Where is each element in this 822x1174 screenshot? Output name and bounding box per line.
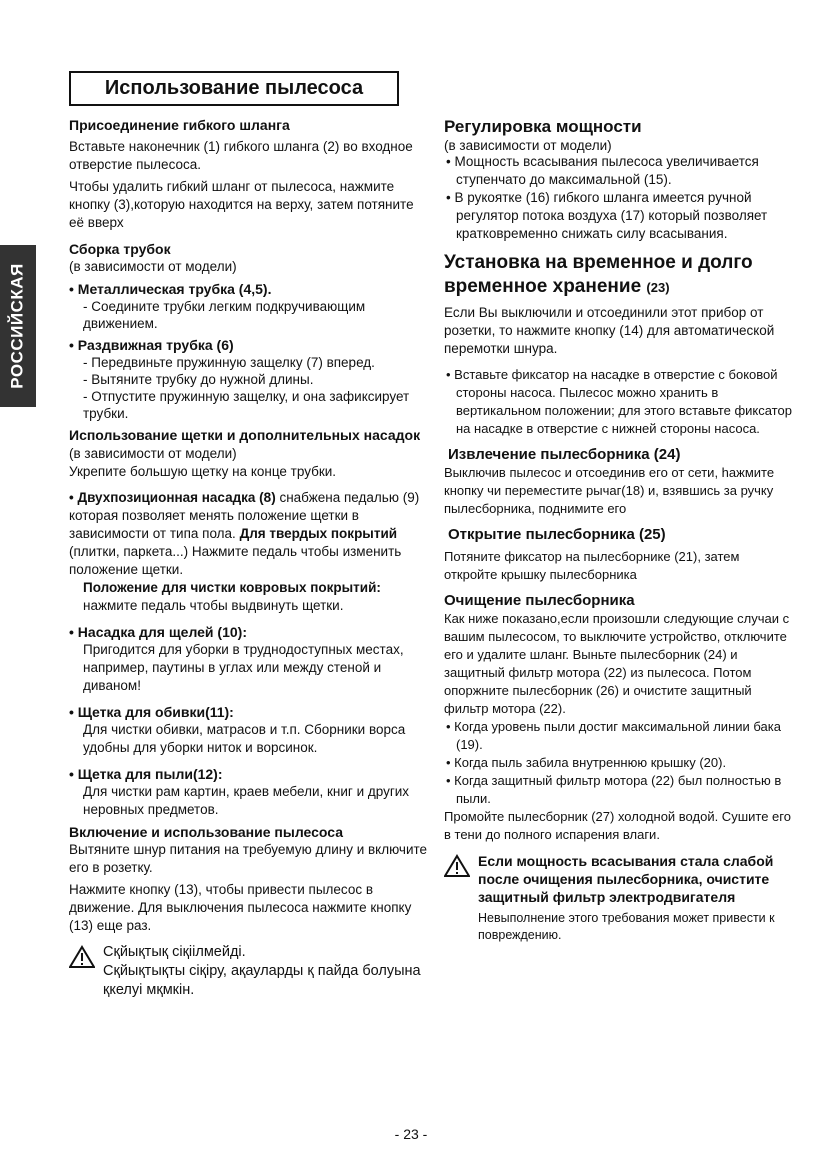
page-title: Использование пылесоса — [69, 71, 399, 106]
right-column — [444, 116, 796, 944]
tubes-model-note: (в зависимости от модели) — [69, 259, 237, 274]
page-number: - 23 - — [394, 1126, 428, 1142]
warning-icon — [444, 854, 470, 878]
dual-nozzle-text: снабжена педалью (9) которая позволяет менять положение щетки в зависимости от типа пола. — [69, 490, 420, 541]
clean-bin-text-2: Промойте пылесборник (27) холодной водой. Сушите его в тени до полного испарения влаги. — [444, 809, 791, 842]
brush-model-note: (в зависимости от модели) — [69, 446, 237, 461]
switch-on-text-2: Нажмите кнопку (13), чтобы привести пылесос в движение. Для выключения пылесоса нажмите кнопку (13) еще раз. — [69, 882, 412, 933]
switch-on-heading: Включение и использование пылесоса — [69, 824, 344, 840]
open-bin-ref: (25) — [638, 526, 666, 543]
warning-right-small: Невыполнение этого требования может привести к повреждению. — [478, 911, 775, 942]
upholstery-title: • Щетка для обивки(11): — [69, 704, 234, 720]
open-bin-heading-text: Открытие пылесборника — [448, 526, 635, 543]
warning-icon — [69, 945, 95, 969]
warning-left-line-2: Сқйықтықты сіқіру, ақауларды қ пайда болуына қкелуі мқмкін. — [103, 963, 421, 998]
clean-bin-bullet-3: • Когда защитный фильтр мотора (22) был полностью в пыли. — [446, 773, 782, 806]
dual-nozzle-hard-rest: (плитки, паркета...) Нажмите педаль чтобы изменить положение щетки. — [69, 544, 402, 577]
warning-block-right — [444, 852, 796, 944]
hose-text-1: Вставьте наконечник (1) гибкого шланга (2) во входное отверстие пылесоса. — [69, 139, 413, 172]
warning-block-left — [69, 943, 431, 1000]
warning-right-bold: Если мощность всасывания стала слабой после очищения пылесборника, очистите защитный фильтр электродвигателя — [478, 853, 774, 905]
language-tab — [0, 245, 36, 407]
telescopic-step-3: - Отпустите пружинную защелку, и она зафиксирует трубки. — [83, 389, 410, 421]
power-bullet-2: • В рукоятке (16) гибкого шланга имеется ручной регулятор потока воздуха (17) который позволяет кратковременно снижать силу всасывания. — [446, 190, 768, 241]
storage-bullet: • Вставьте фиксатор на насадке в отверстие с боковой стороны насоса. Пылесос можно хранить в вертикальном положении; для этого вставьте фиксатор на насадке в отверстие с нижней стороны насоса. — [446, 367, 792, 436]
dual-nozzle-title: • Двухпозиционная насадка (8) — [69, 490, 276, 505]
hose-heading: Присоединение гибкого шланга — [69, 117, 290, 133]
crevice-text: Пригодится для уборки в труднодоступных местах, например, паутины в углах или между стеной и диваном! — [83, 642, 404, 693]
brush-heading — [69, 426, 431, 463]
telescopic-tube-title: • Раздвижная трубка (6) — [69, 337, 234, 353]
power-bullet-1: • Мощность всасывания пылесоса увеличивается ступенчато до максимальной (15). — [446, 154, 759, 187]
dual-nozzle-carpet-item — [69, 579, 431, 615]
hose-text-2: Чтобы удалить гибкий шланг от пылесоса, нажмите кнопку (3),которую находится на верху, затем потяните её вверх — [69, 179, 414, 230]
storage-text: Если Вы выключили и отсоединили этот прибор от розетки, то нажмите кнопку (14) для автоматической перемотки шнура. — [444, 305, 775, 356]
power-heading: Регулировка мощности — [444, 117, 642, 136]
dual-nozzle-hard: Для твердых покрытий — [239, 526, 398, 541]
open-bin-text: Потяните фиксатор на пылесборнике (21), затем откройте крышку пылесборника — [444, 549, 740, 582]
crevice-title: • Насадка для щелей (10): — [69, 624, 247, 640]
left-column — [69, 116, 431, 1000]
tubes-heading: Сборка трубок — [69, 241, 171, 257]
dual-nozzle-carpet: Положение для чистки ковровых покрытий: — [83, 580, 381, 595]
brush-text: Укрепите большую щетку на конце трубки. — [69, 464, 337, 479]
metal-tube-step: - Соедините трубки легким подкручивающим движением. — [83, 299, 366, 331]
dual-nozzle-item — [69, 489, 431, 579]
metal-tube-title: • Металлическая трубка (4,5). — [69, 281, 272, 297]
remove-bin-ref: (24) — [653, 446, 681, 463]
switch-on-text-1: Вытяните шнур питания на требуемую длину и включите его в розетку. — [69, 842, 428, 875]
remove-bin-heading-text: Извлечение пылесборника — [448, 446, 650, 463]
storage-heading-text: Установка на временное и долго временное хранение — [444, 252, 753, 297]
power-model-note: (в зависимости от модели) — [444, 138, 612, 153]
brush-heading-text: Использование щетки и дополнительных насадок — [69, 427, 421, 443]
storage-heading — [444, 251, 796, 300]
clean-bin-heading: Очищение пылесборника — [444, 592, 635, 609]
remove-bin-text: Выключив пылесос и отсоединив его от сети, hажмите кнопку чи переместите рычаг(18) и, взявшись за ручку пылесборника, поднимите его — [444, 465, 775, 516]
dual-nozzle-carpet-rest: нажмите педаль чтобы выдвинуть щетки. — [83, 598, 344, 613]
telescopic-step-1: - Передвиньте пружинную защелку (7) вперед. — [83, 355, 375, 370]
clean-bin-text-1: Как ниже показано,если произошли следующие случаи с вашим пылесосом, то выключите устройство, отключите его и удалите шланг. Выньте пылесборник (24) и защитный фильтр мотора (22) из пылесоса. Потом опоржните пылесборник (26) и очистите защитный фильтр мотора (22). — [444, 611, 790, 716]
telescopic-step-2: - Вытяните трубку до нужной длины. — [83, 372, 314, 387]
warning-left-line-1: Сқйықтық сіқiілмейді. — [103, 944, 246, 960]
clean-bin-bullet-2: • Когда пыль забила внутреннюю крышку (20). — [446, 755, 727, 770]
dust-brush-text: Для чистки рам картин, краев мебели, книг и других неровных предметов. — [83, 784, 410, 817]
open-bin-heading — [444, 526, 796, 544]
storage-ref: (23) — [646, 280, 670, 295]
clean-bin-bullet-1: • Когда уровень пыли достиг максимальной линии бака (19). — [446, 719, 781, 752]
upholstery-text: Для чистки обивки, матрасов и т.п. Сборники ворса удобны для уборки ниток и ворсинок. — [83, 722, 406, 755]
dust-brush-title: • Щетка для пыли(12): — [69, 766, 223, 782]
language-tab-label: РОССИЙСКАЯ — [8, 263, 28, 389]
remove-bin-heading — [444, 446, 796, 464]
